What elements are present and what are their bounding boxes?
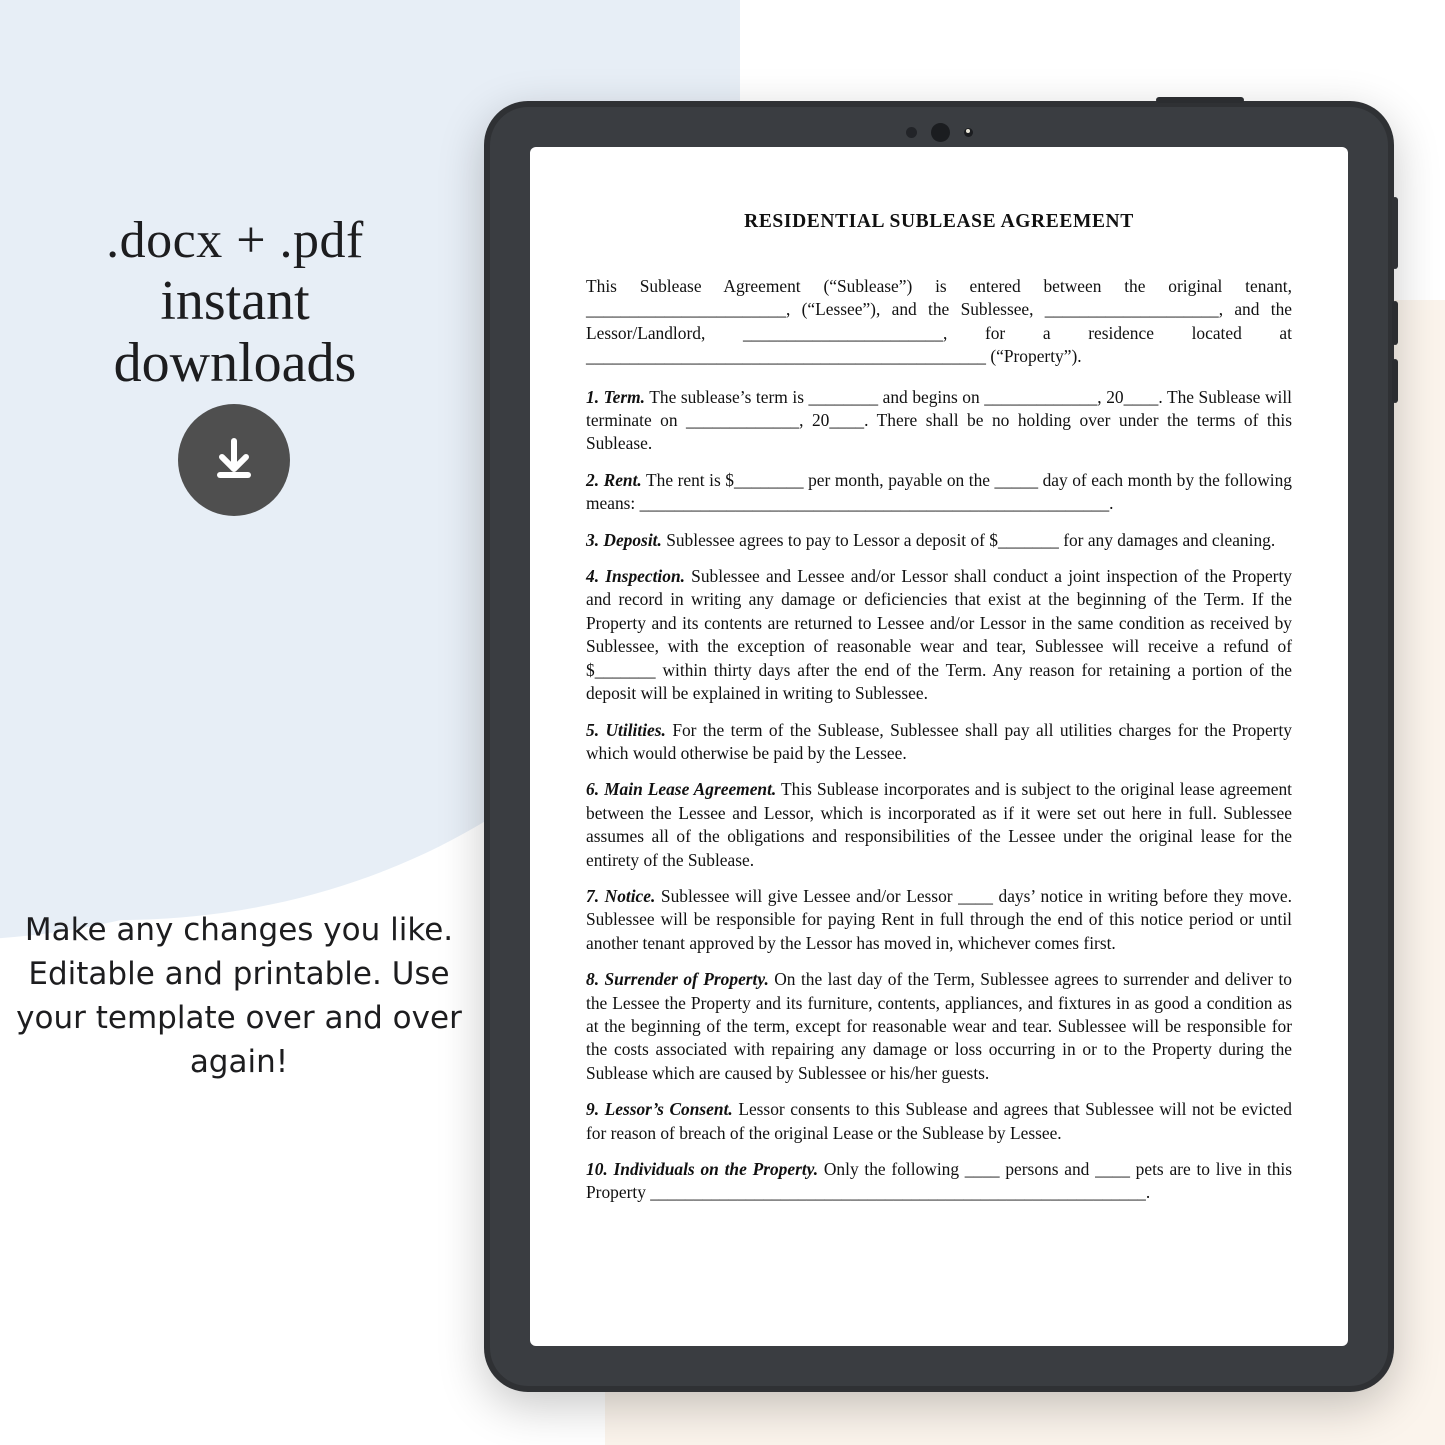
clause-5-text: For the term of the Sublease, Sublessee shall pay all utilities charges for the Property which would otherwise be paid by the Lessee.	[586, 719, 1292, 763]
clause-9	[586, 1098, 1292, 1145]
clause-1	[586, 386, 1292, 456]
clause-1-label: 1. Term.	[586, 386, 645, 407]
clause-3	[586, 529, 1292, 552]
clause-8-label: 8. Surrender of Property.	[586, 969, 769, 990]
tablet-screen	[530, 147, 1348, 1346]
sensor-dot-icon	[906, 127, 917, 138]
clause-8	[586, 968, 1292, 1085]
light-sensor-icon	[964, 128, 973, 137]
document-intro-paragraph: This Sublease Agreement (“Sublease”) is entered between the original tenant, _______________________, (“Lessee”), and the Sublessee, ____________________, and the Lessor/Landlord, _______________________, for a residence located at ______________________________________________ (“Property”).	[586, 276, 1292, 367]
volume-down-button[interactable]	[1392, 359, 1398, 403]
clause-6-label: 6. Main Lease Agreement.	[586, 779, 777, 800]
marketing-panel	[0, 0, 470, 1445]
clause-3-label: 3. Deposit.	[586, 529, 662, 550]
clause-8-text: On the last day of the Term, Sublessee agrees to surrender and deliver to the Lessee the Property and its furniture, contents, appliances, and fixtures in as good a condition as at the beginning of the term, except for reasonable wear and tear. Sublessee will be responsible for the costs associated with repairing any damage or loss occurring in or to the Property during the Sublease which are caused by Sublessee or his/her guests.	[586, 969, 1292, 1083]
clause-9-label: 9. Lessor’s Consent.	[586, 1099, 733, 1120]
clause-4	[586, 565, 1292, 705]
headline	[0, 210, 470, 395]
clause-7-label: 7. Notice.	[586, 885, 656, 906]
headline-line-3: downloads	[113, 331, 357, 394]
headline-line-2: instant	[160, 270, 310, 333]
clause-10-label: 10. Individuals on the Property.	[586, 1159, 819, 1179]
power-button[interactable]	[1392, 197, 1398, 269]
camera-lens-icon	[931, 123, 950, 142]
document-page	[586, 211, 1292, 1218]
clause-3-text: Sublessee agrees to pay to Lessor a deposit of $_______ for any damages and cleaning.	[661, 529, 1276, 550]
clause-4-text: Sublessee and Lessee and/or Lessor shall conduct a joint inspection of the Property and record in writing any damage or deficiencies that exist at the beginning of the Term. If the Property and its contents are returned to Lessee and/or Lessor in the same condition as received by Sublessee, with the exception of reasonable wear and tear, Sublessee will receive a refund of $_______ within thirty days after the end of the Term. Any reason for retaining a portion of the deposit will be explained in writing to Sublessee.	[586, 566, 1292, 704]
volume-up-button[interactable]	[1392, 301, 1398, 345]
download-icon	[178, 404, 290, 516]
top-button[interactable]	[1156, 97, 1244, 103]
camera-row	[484, 123, 1394, 142]
clause-2	[586, 469, 1292, 516]
clause-2-label: 2. Rent.	[586, 469, 642, 490]
clause-6-text: This Sublease incorporates and is subject to the original lease agreement between the Lessee and Lessor, which is incorporated as if it were set out here in full. Sublessee assumes all of the obligations and responsibilities of the Lessee under the original lease for the entirety of the Sublease.	[586, 779, 1292, 870]
clause-6	[586, 778, 1292, 872]
clause-9-text: Lessor consents to this Sublease and agrees that Sublessee will not be evicted for reason of breach of the original Lease or the Sublease by Lessee.	[586, 1099, 1292, 1143]
clause-5-label: 5. Utilities.	[586, 719, 666, 740]
clause-2-text: The rent is $________ per month, payable on the _____ day of each month by the following means: ______________________________________________________.	[586, 469, 1292, 514]
clause-7	[586, 885, 1292, 955]
clause-1-text: The sublease’s term is ________ and begins on _____________, 20____. The Sublease will terminate on _____________, 20____. There shall be no holding over under the terms of this Sublease.	[586, 386, 1292, 454]
headline-line-1: .docx + .pdf	[106, 212, 364, 269]
sub-copy: Make any changes you like. Editable and printable. Use your template over and over again!	[16, 912, 462, 1081]
tablet-device	[484, 101, 1394, 1392]
clause-4-label: 4. Inspection.	[586, 566, 685, 587]
document-title: RESIDENTIAL SUBLEASE AGREEMENT	[744, 211, 1134, 232]
clause-7-text: Sublessee will give Lessee and/or Lessor ____ days’ notice in writing before they move. Sublessee will be responsible for paying Rent in full through the end of this notice period or until another tenant approved by the Lessor has moved in, whichever comes first.	[586, 885, 1293, 953]
clause-5	[586, 719, 1292, 766]
clause-10	[586, 1158, 1292, 1205]
clause-10-text: Only the following ____ persons and ____ pets are to live in this Property _________________________________________________________.	[586, 1159, 1292, 1203]
